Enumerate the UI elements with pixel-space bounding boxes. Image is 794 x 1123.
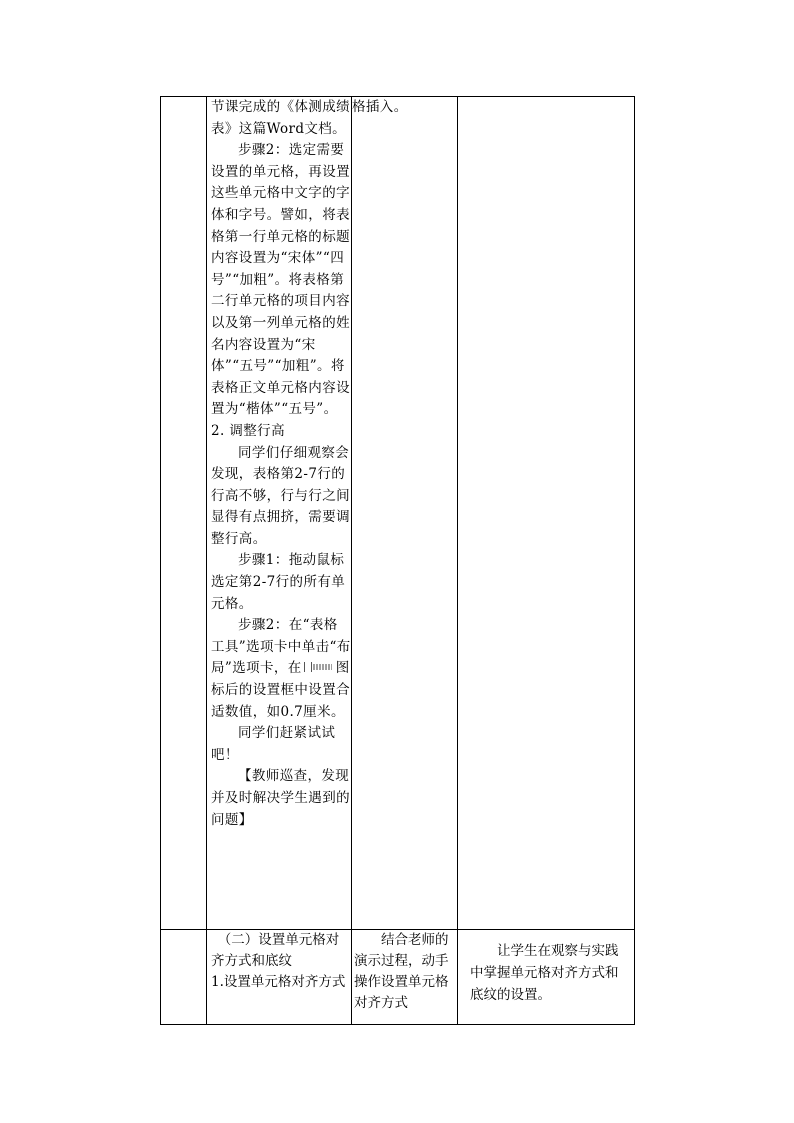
paragraph: 让学生在观察与实践中掌握单元格对齐方式和底纹的设置。 (470, 943, 619, 1003)
table-cell-col1 (161, 97, 207, 930)
design-intent-cell (458, 97, 635, 930)
row-height-icon (304, 661, 334, 673)
paragraph: 节课完成的《体测成绩表》这篇Word文档。 (211, 99, 350, 137)
student-activity-cell (352, 930, 458, 1025)
paragraph (211, 615, 351, 723)
teaching-content-cell (207, 97, 352, 930)
paragraph: 步骤1：拖动鼠标选定第2-7行的所有单元格。 (211, 552, 346, 612)
design-intent-cell (458, 930, 635, 1025)
table-cell-col1 (161, 930, 207, 1025)
paragraph: 结合老师的演示过程，动手操作设置单元格对齐方式 (354, 932, 449, 1011)
paragraph-heading: 2. 调整行高 (211, 422, 285, 439)
paragraph: 同学们赶紧试试吧！ (211, 725, 336, 763)
paragraph: 格插入。 (352, 99, 408, 115)
lesson-plan-table (160, 96, 635, 1025)
subsection-heading: 1.设置单元格对齐方式 (211, 974, 346, 990)
student-activity-cell (352, 97, 458, 930)
teaching-content-cell (207, 930, 352, 1025)
section-heading: （二）设置单元格对齐方式和底纹 (211, 932, 340, 969)
paragraph-text: 图标后的设置框中设置合适数值，如0.7厘米。 (211, 660, 350, 720)
table-row (161, 930, 635, 1025)
paragraph: 步骤2：选定需要设置的单元格，再设置这些单元格中文字的字体和字号。譬如，将表格第一行单元格的标题内容设置为“宋体”“四号”“加粗”。将表格第二行单元格的项目内容以及第一列单元格的姓名内容设置为“宋体”“五号”“加粗”。将表格正文单元格内容设置为“楷体”“五号”。 (211, 142, 350, 418)
table-row (161, 97, 635, 930)
paragraph: 【教师巡查，发现并及时解决学生遇到的问题】 (211, 768, 350, 828)
paragraph-text: 步骤2：在“表格工具”选项卡中单击“布局”选项卡，在 (211, 617, 351, 677)
paragraph: 同学们仔细观察会发现，表格第2-7行的行高不够，行与行之间显得有点拥挤，需要调整行高。 (211, 444, 350, 547)
